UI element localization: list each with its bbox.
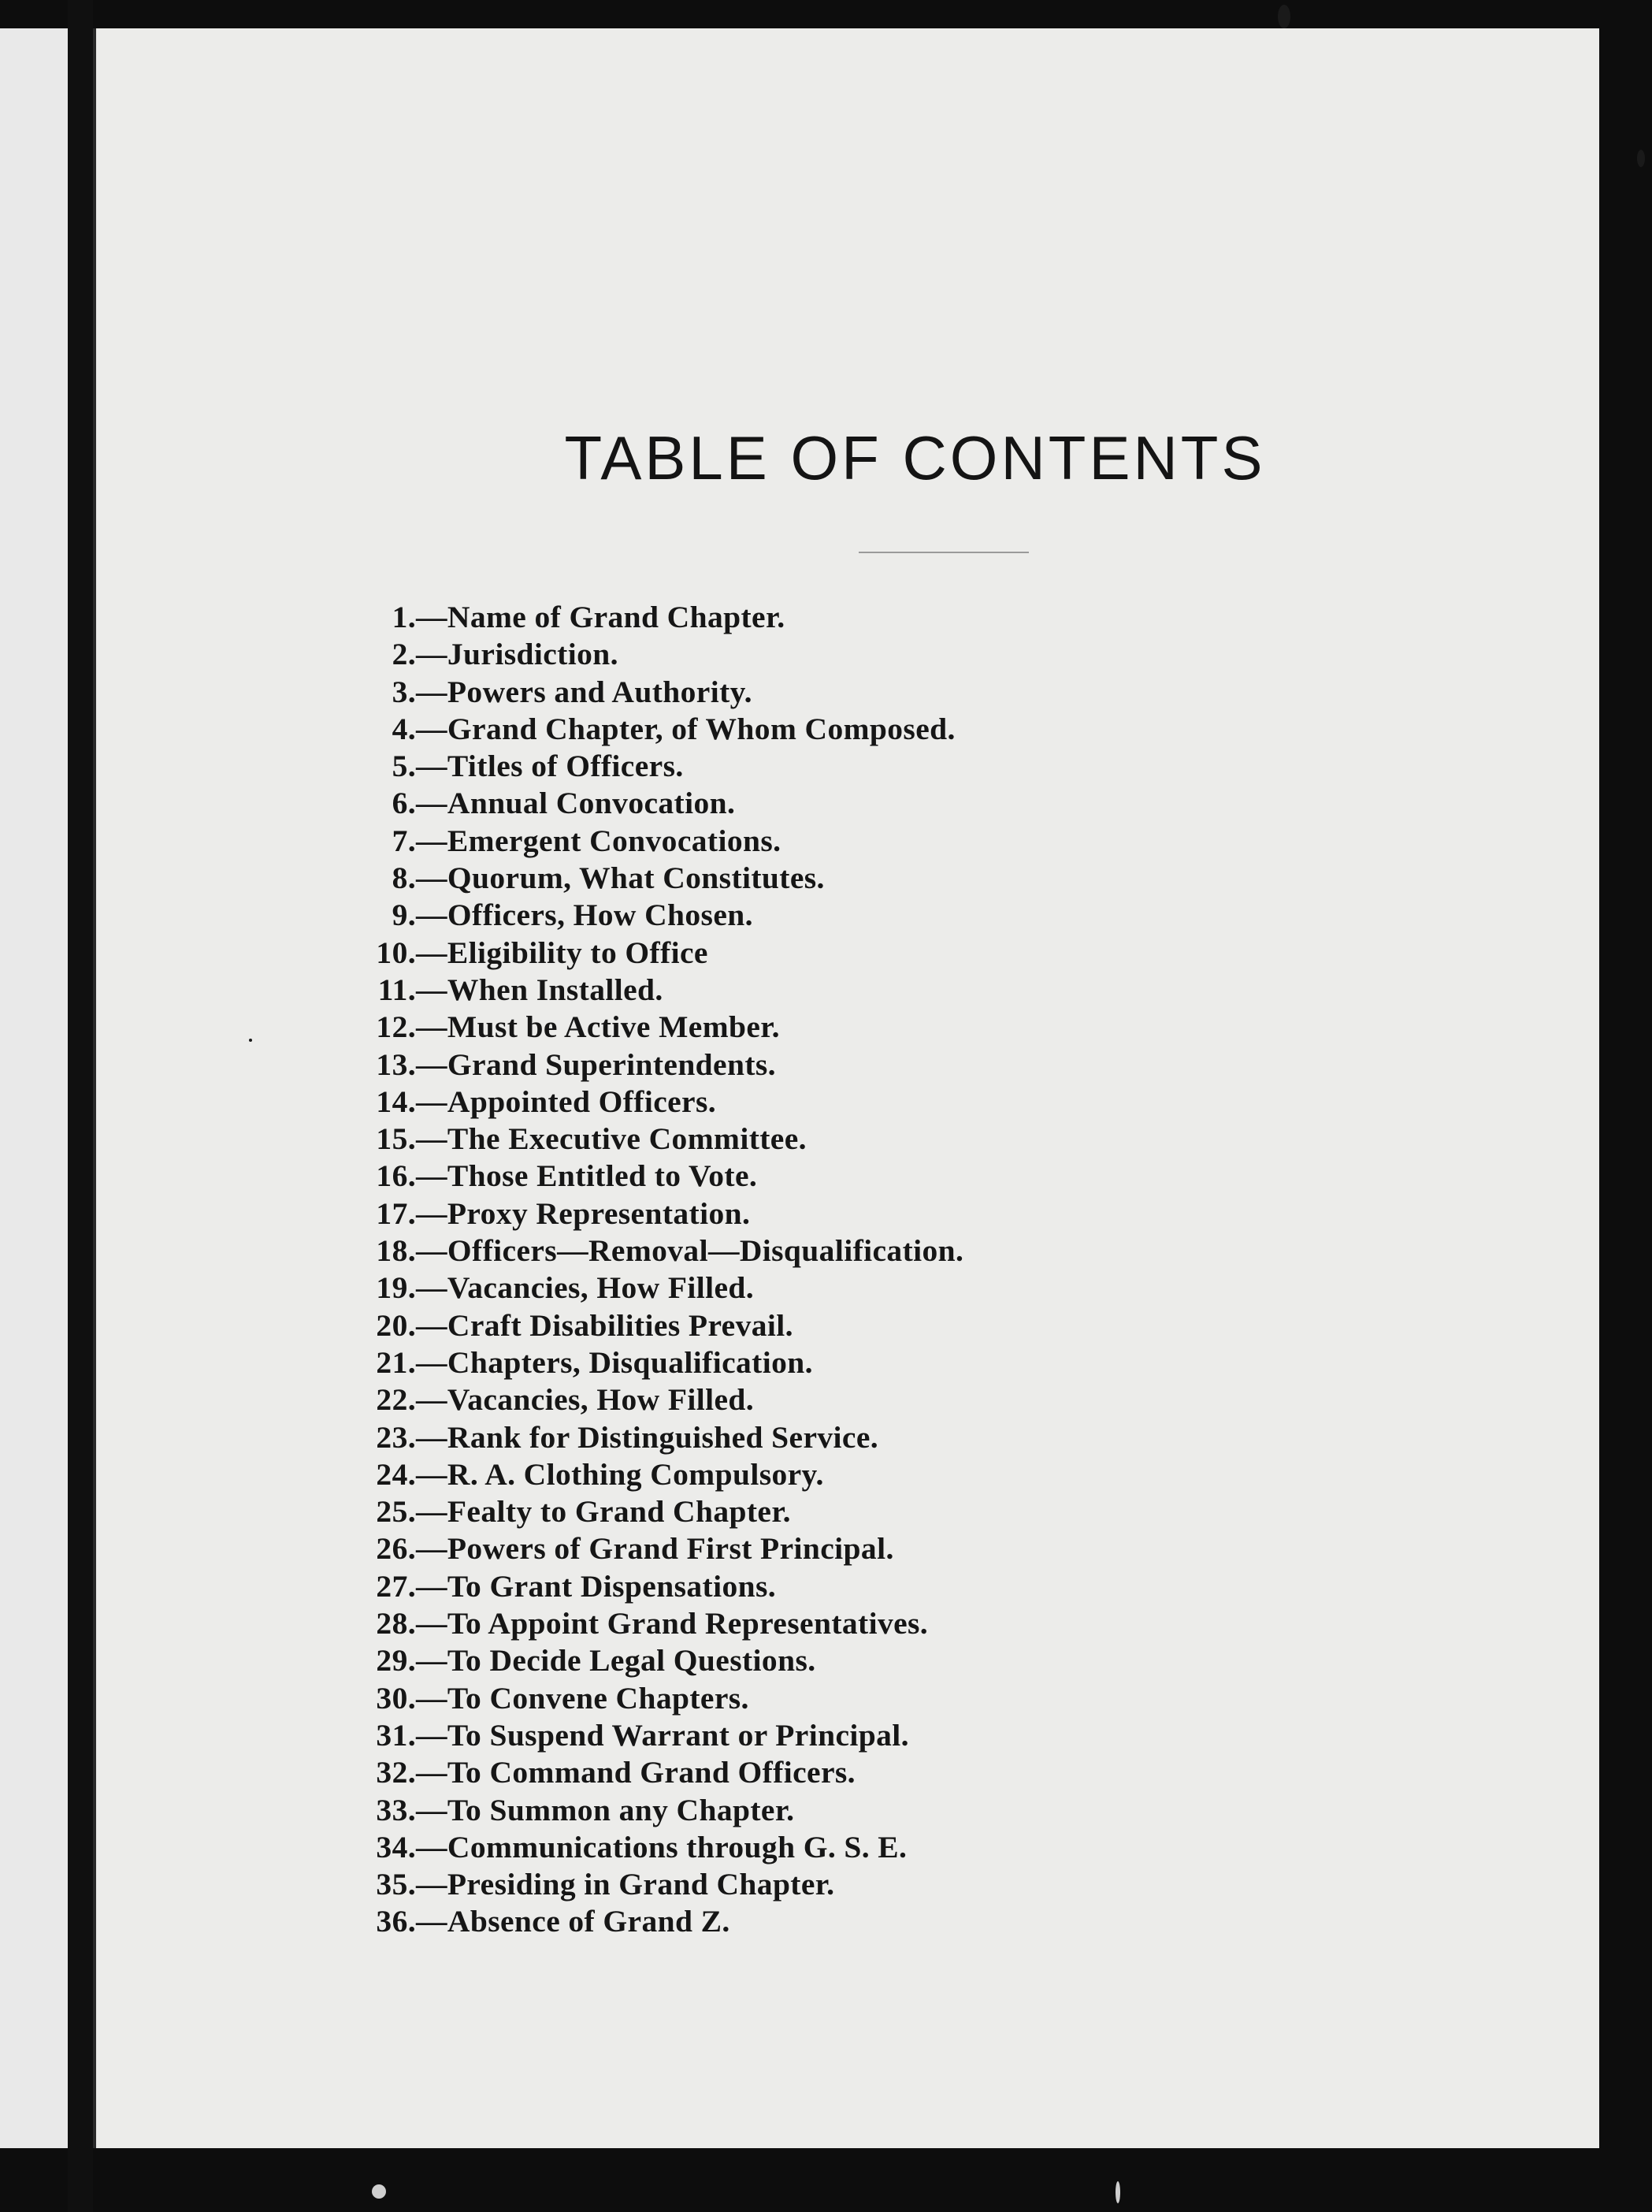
entry-number: 20.: [376, 1307, 416, 1343]
toc-entry: [321, 1605, 963, 1642]
scan-speck: [1278, 5, 1290, 28]
entry-title: —Fealty to Grand Chapter.: [416, 1494, 791, 1530]
entry-number: 27.: [376, 1568, 416, 1604]
entry-title: —Name of Grand Chapter.: [416, 600, 785, 634]
toc-entry: [321, 785, 963, 822]
entry-title: —Those Entitled to Vote.: [416, 1158, 758, 1194]
toc-entry: [321, 748, 963, 785]
entry-number: 23.: [376, 1419, 416, 1455]
entry-title: —To Decide Legal Questions.: [416, 1643, 816, 1679]
toc-entry: [321, 897, 963, 934]
toc-entry: [321, 1530, 963, 1567]
entry-title: —To Appoint Grand Representatives.: [416, 1606, 929, 1641]
toc-entry: [321, 1232, 963, 1270]
entry-title: —Powers of Grand First Principal.: [416, 1531, 894, 1567]
entry-number: 1.: [392, 600, 416, 634]
entry-number: 6.: [392, 786, 416, 821]
entry-number: 17.: [376, 1195, 416, 1231]
entry-number: 8.: [392, 861, 416, 896]
toc-entry: [321, 1047, 963, 1084]
entry-title: —Vacancies, How Filled.: [416, 1382, 755, 1418]
entry-number: 36.: [376, 1904, 416, 1939]
entry-number: 25.: [376, 1494, 416, 1530]
toc-entry: [321, 1903, 963, 1940]
entry-title: —To Command Grand Officers.: [416, 1755, 856, 1790]
entry-number: 19.: [376, 1270, 416, 1306]
entry-title: —R. A. Clothing Compulsory.: [416, 1456, 824, 1492]
entry-number: 14.: [376, 1084, 416, 1119]
toc-entry: [321, 1642, 963, 1679]
entry-title: —When Installed.: [416, 972, 663, 1007]
entry-number: 32.: [376, 1755, 416, 1790]
entry-number: 33.: [376, 1792, 416, 1827]
entry-title: —Rank for Distinguished Service.: [416, 1419, 879, 1455]
entry-title: —To Summon any Chapter.: [416, 1792, 795, 1827]
toc-entry: [321, 860, 963, 897]
entry-title: —Powers and Authority.: [416, 674, 752, 709]
toc-entry: [321, 1009, 963, 1046]
entry-title: —Must be Active Member.: [416, 1009, 780, 1045]
scan-speck: [372, 2184, 386, 2199]
entry-title: —Eligibility to Office: [416, 935, 708, 970]
toc-entry: [321, 1680, 963, 1717]
entry-number: 21.: [376, 1344, 416, 1380]
toc-entry: [321, 1456, 963, 1493]
facing-page-edge: [0, 28, 68, 2148]
entry-number: 34.: [376, 1829, 416, 1864]
entry-number: 16.: [376, 1158, 416, 1194]
entry-number: 9.: [392, 898, 416, 933]
entry-number: 15.: [376, 1121, 416, 1157]
toc-entry: [321, 1717, 963, 1754]
entry-number: 7.: [392, 823, 416, 858]
scan-speck: [1637, 150, 1645, 167]
entry-title: —To Convene Chapters.: [416, 1680, 749, 1716]
toc-entry: [321, 1568, 963, 1605]
toc-entry: [321, 1307, 963, 1344]
toc-entry: [321, 1121, 963, 1158]
entry-title: —Grand Chapter, of Whom Composed.: [416, 711, 956, 746]
entry-title: —Craft Disabilities Prevail.: [416, 1307, 793, 1343]
entry-number: 35.: [376, 1867, 416, 1902]
entry-number: 22.: [376, 1382, 416, 1418]
entry-number: 4.: [392, 711, 416, 746]
toc-entry: [321, 1493, 963, 1530]
entry-number: 11.: [377, 972, 416, 1007]
contents-list: [321, 599, 963, 1941]
toc-entry: [321, 1866, 963, 1903]
entry-title: —To Grant Dispensations.: [416, 1568, 777, 1604]
entry-title: —Quorum, What Constitutes.: [416, 861, 825, 896]
entry-number: 29.: [376, 1643, 416, 1679]
scan-speck: [1116, 2181, 1120, 2203]
toc-entry: [321, 1419, 963, 1456]
entry-title: —Officers—Removal—Disqualification.: [416, 1233, 964, 1269]
entry-number: 13.: [376, 1047, 416, 1082]
toc-entry: [321, 636, 963, 673]
entry-title: —Grand Superintendents.: [416, 1047, 776, 1082]
toc-entry: [321, 1344, 963, 1381]
toc-entry: [321, 1792, 963, 1829]
entry-number: 18.: [376, 1233, 416, 1269]
scan-speck: [249, 1039, 252, 1042]
toc-entry: [321, 935, 963, 972]
entry-title: —Absence of Grand Z.: [416, 1904, 730, 1939]
entry-title: —Chapters, Disqualification.: [416, 1344, 813, 1380]
toc-entry: [321, 1381, 963, 1418]
entry-title: —Presiding in Grand Chapter.: [416, 1867, 835, 1902]
toc-entry: [321, 1270, 963, 1307]
entry-title: —Communications through G. S. E.: [416, 1829, 908, 1864]
toc-entry: [321, 1754, 963, 1791]
entry-number: 31.: [376, 1717, 416, 1753]
toc-entry: [321, 599, 963, 636]
toc-entry: [321, 1158, 963, 1195]
entry-number: 28.: [376, 1606, 416, 1641]
entry-number: 10.: [376, 935, 416, 970]
entry-number: 12.: [376, 1009, 416, 1045]
toc-entry: [321, 1829, 963, 1866]
entry-title: —Annual Convocation.: [416, 786, 736, 821]
toc-entry: [321, 1084, 963, 1121]
toc-entry: [321, 711, 963, 748]
entry-title: —Proxy Representation.: [416, 1195, 751, 1231]
title-divider: [859, 552, 1029, 553]
entry-number: 24.: [376, 1456, 416, 1492]
entry-number: 5.: [392, 749, 416, 784]
entry-number: 2.: [392, 637, 416, 672]
entry-title: —To Suspend Warrant or Principal.: [416, 1717, 909, 1753]
entry-number: 30.: [376, 1680, 416, 1716]
document-page: [93, 28, 1599, 2148]
toc-entry: [321, 972, 963, 1009]
page-title: TABLE OF CONTENTS: [564, 423, 1266, 493]
book-gutter: [68, 0, 93, 2212]
entry-title: —The Executive Committee.: [416, 1121, 807, 1157]
toc-entry: [321, 1195, 963, 1232]
entry-title: —Titles of Officers.: [416, 749, 684, 784]
entry-number: 3.: [392, 674, 416, 709]
entry-number: 26.: [376, 1531, 416, 1567]
entry-title: —Emergent Convocations.: [416, 823, 781, 858]
entry-title: —Appointed Officers.: [416, 1084, 717, 1119]
toc-entry: [321, 674, 963, 711]
page-left-edge: [93, 28, 96, 2148]
toc-entry: [321, 823, 963, 860]
entry-title: —Officers, How Chosen.: [416, 898, 753, 933]
entry-title: —Jurisdiction.: [416, 637, 618, 672]
entry-title: —Vacancies, How Filled.: [416, 1270, 755, 1306]
